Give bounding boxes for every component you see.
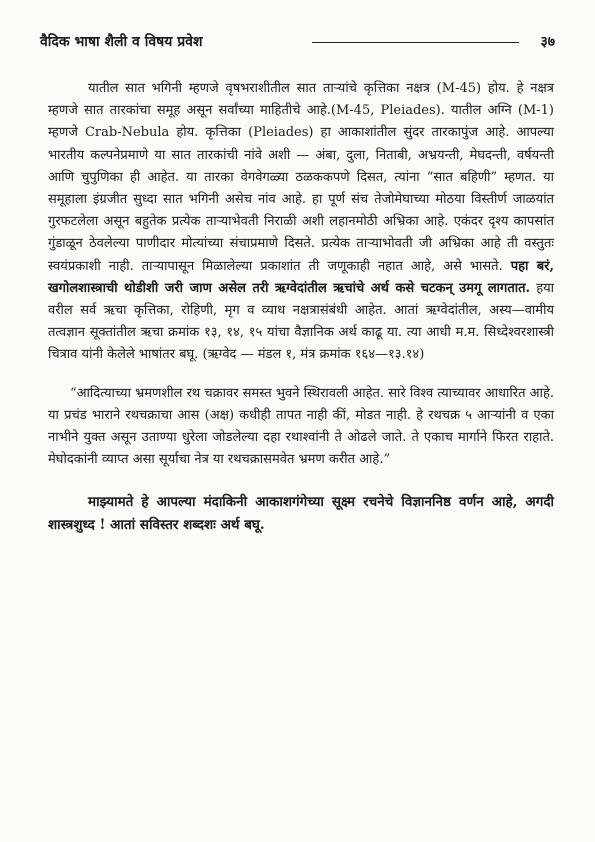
running-title: वैदिक भाषा शैली व विषय प्रवेश xyxy=(40,34,203,50)
page-number: ३७ xyxy=(540,34,555,50)
page-header xyxy=(40,32,555,54)
paragraph-1 xyxy=(48,78,554,367)
quotation-paragraph: “आदित्याच्या भ्रमणशील रथ चक्रावर समस्त भुवने स्थिरावली आहेत. सारे विश्व त्याच्यावर आधारित आहे. या प्रचंड भाराने रथचक्राचा आस (अक्ष) कधीही तापत नाही कीं, मोडत नाही. हे रथचक्र ५ आऱ्यांनी व एका नाभीने युक्त असून उताण्या धुरेला जोडलेल्या दहा रथाश्वांनी ते ओढले जाते. ते एकाच मार्गाने फिरत राहाते. मेघोदकांनी व्याप्त असा सूर्याचा नेत्र या रथचक्रासमवेत भ्रमण करीत आहे.” xyxy=(48,385,554,468)
paragraph-1-bold-text: पहा बरं, खगोलशास्त्राची थोडीशी जरी जाण असेल तरी ऋग्वेदांतील ऋचांचे अर्थ कसे चटकन् उमगू लागतात. xyxy=(48,258,554,296)
paragraph-1-text-b: हया वरील सर्व ऋचा कृत्तिका, रोहिणी, मृग व व्याध नक्षत्रासंबंधी आहेत. आतां ऋग्वेदांतील, अस्य—वामीय तत्वज्ञान सूक्तांतील ऋचा क्रमांक १३, १४, १५ यांचा वैज्ञानिक अर्थ काढू या. त्या आधी म.म. सिध्देश्वरशास्त्री चित्राव यांनी केलेले भाषांतर बघू. (ऋग्वेद — मंडल १, मंत्र क्रमांक १६४—१३.१४) xyxy=(48,280,554,363)
concluding-paragraph: माझ्यामते हे आपल्या मंदाकिनी आकाशगंगेच्या सूक्ष्म रचनेचे विज्ञाननिष्ठ वर्णन आहे, अगदी शास्त्रशुध्द ! आतां सविस्तर शब्दशः अर्थ बघू. xyxy=(48,494,554,533)
paragraph-1-text-a: यातील सात भगिनी म्हणजे वृषभराशीतील सात ताऱ्यांचे कृत्तिका नक्षत्र (M-45) होय. हे नक्षत्र म्हणजे सात तारकांचा समूह असून सर्वांच्या माहितीचे आहे.(M-45, Pleiades). यातील अग्नि (M-1) म्हणजे Crab-Nebula होय. कृत्तिका (Pleiades) हा आकाशांतील सुंदर तारकापुंज आहे. आपल्या भारतीय कल्पनेप्रमाणे या सात तारकांची नांवे अशी — अंबा, दुला, निताबी, अभ्रयन्ती, मेघदन्ती, वर्षयन्ती आणि चुपुणिका ही आहेत. या तारका वेगवेगळ्या ठळककपणे दिसत, त्यांना “सात बहिणी” म्हणत. या समूहाला इंग्रजीत सुध्दा सात भगिनी असेच नांव आहे. हा पूर्ण संच तेजोमेघाच्या मोठया विस्तीर्ण जाळयांत गुरफटलेला असून बहुतेक प्रत्येक ताऱ्याभेवती निराळी अशी लहानमोठी अभ्रिका आहे. एकंदर दृश्य कापसांत गुंडाळून ठेवलेल्या पाणीदार मोत्यांच्या संचाप्रमाणे दिसते. प्रत्येक ताऱ्याभोवती जी अभ्रिका आहे ती वस्तुतः स्वयंप्रकाशी नाही. ताऱ्यापासून मिळालेल्या प्रकाशांत ती जणूकाही नहात आहे, असे भासते. xyxy=(48,81,554,274)
page-body xyxy=(48,78,554,536)
header-rule xyxy=(312,42,519,43)
